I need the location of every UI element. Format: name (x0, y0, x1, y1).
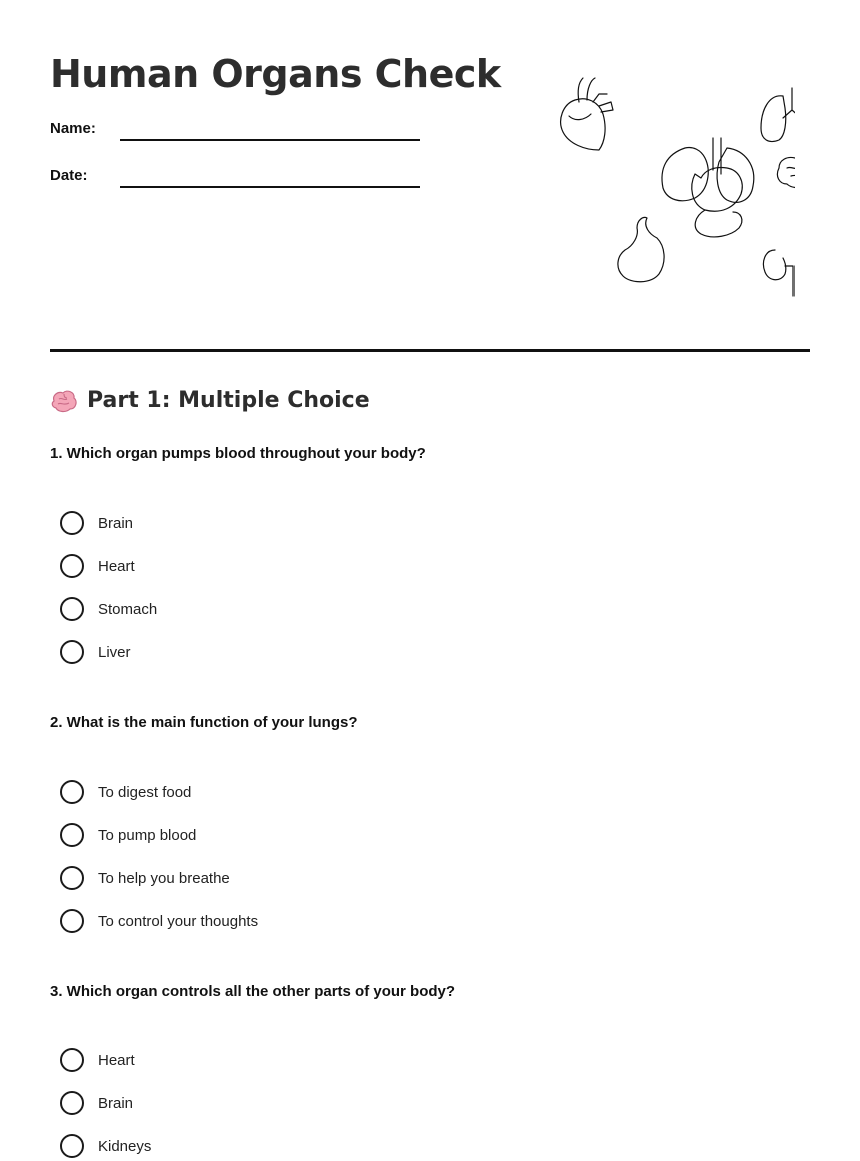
option-label: Stomach (98, 600, 158, 618)
option-label: To digest food (98, 783, 192, 801)
q2-option-4[interactable] (60, 908, 258, 934)
option-label: Heart (98, 557, 135, 575)
q3-option-1[interactable] (60, 1047, 135, 1073)
name-answer-line[interactable] (120, 139, 420, 141)
q2-option-2[interactable] (60, 822, 196, 848)
kidneys-icon (763, 250, 795, 296)
option-label: To help you breathe (98, 869, 230, 887)
radio-button[interactable] (60, 640, 84, 664)
q1-option-3[interactable] (60, 596, 157, 622)
option-label: Kidneys (98, 1137, 152, 1155)
digestive-system-icon (662, 138, 754, 237)
lungs-icon (761, 88, 795, 142)
question-2: 2. What is the main function of your lungs? (50, 714, 358, 731)
q3-option-3[interactable] (60, 1133, 151, 1159)
radio-button[interactable] (60, 1134, 84, 1158)
q1-option-4[interactable] (60, 639, 131, 665)
option-label: Liver (98, 643, 131, 661)
option-label: Brain (98, 514, 134, 532)
option-label: Brain (98, 1094, 134, 1112)
option-label: Heart (98, 1051, 135, 1069)
part1-title: Part 1: Multiple Choice (87, 388, 370, 413)
radio-button[interactable] (60, 866, 84, 890)
option-label: To control your thoughts (98, 912, 259, 930)
stomach-icon (618, 217, 664, 281)
q3-option-2[interactable] (60, 1090, 133, 1116)
section-divider (50, 349, 810, 352)
question-3: 3. Which organ controls all the other parts of your body? (50, 983, 456, 1000)
radio-button[interactable] (60, 1048, 84, 1072)
radio-button[interactable] (60, 780, 84, 804)
q2-option-3[interactable] (60, 865, 230, 891)
q1-option-2[interactable] (60, 553, 135, 579)
radio-button[interactable] (60, 554, 84, 578)
organs-illustration (555, 70, 795, 300)
date-field (50, 167, 430, 197)
radio-button[interactable] (60, 511, 84, 535)
part1-heading (50, 388, 370, 413)
option-label: To pump blood (98, 826, 197, 844)
name-label: Name: (50, 120, 96, 137)
page-title: Human Organs Check (50, 52, 501, 96)
radio-button[interactable] (60, 1091, 84, 1115)
radio-button[interactable] (60, 823, 84, 847)
brain-icon (777, 157, 795, 188)
date-answer-line[interactable] (120, 186, 420, 188)
brain-emoji-icon (50, 389, 78, 413)
heart-icon (561, 78, 613, 150)
radio-button[interactable] (60, 597, 84, 621)
q1-option-1[interactable] (60, 510, 133, 536)
name-field (50, 120, 430, 150)
radio-button[interactable] (60, 909, 84, 933)
date-label: Date: (50, 167, 88, 184)
question-1: 1. Which organ pumps blood throughout your body? (50, 445, 426, 462)
worksheet-header (50, 50, 810, 305)
q2-option-1[interactable] (60, 779, 191, 805)
